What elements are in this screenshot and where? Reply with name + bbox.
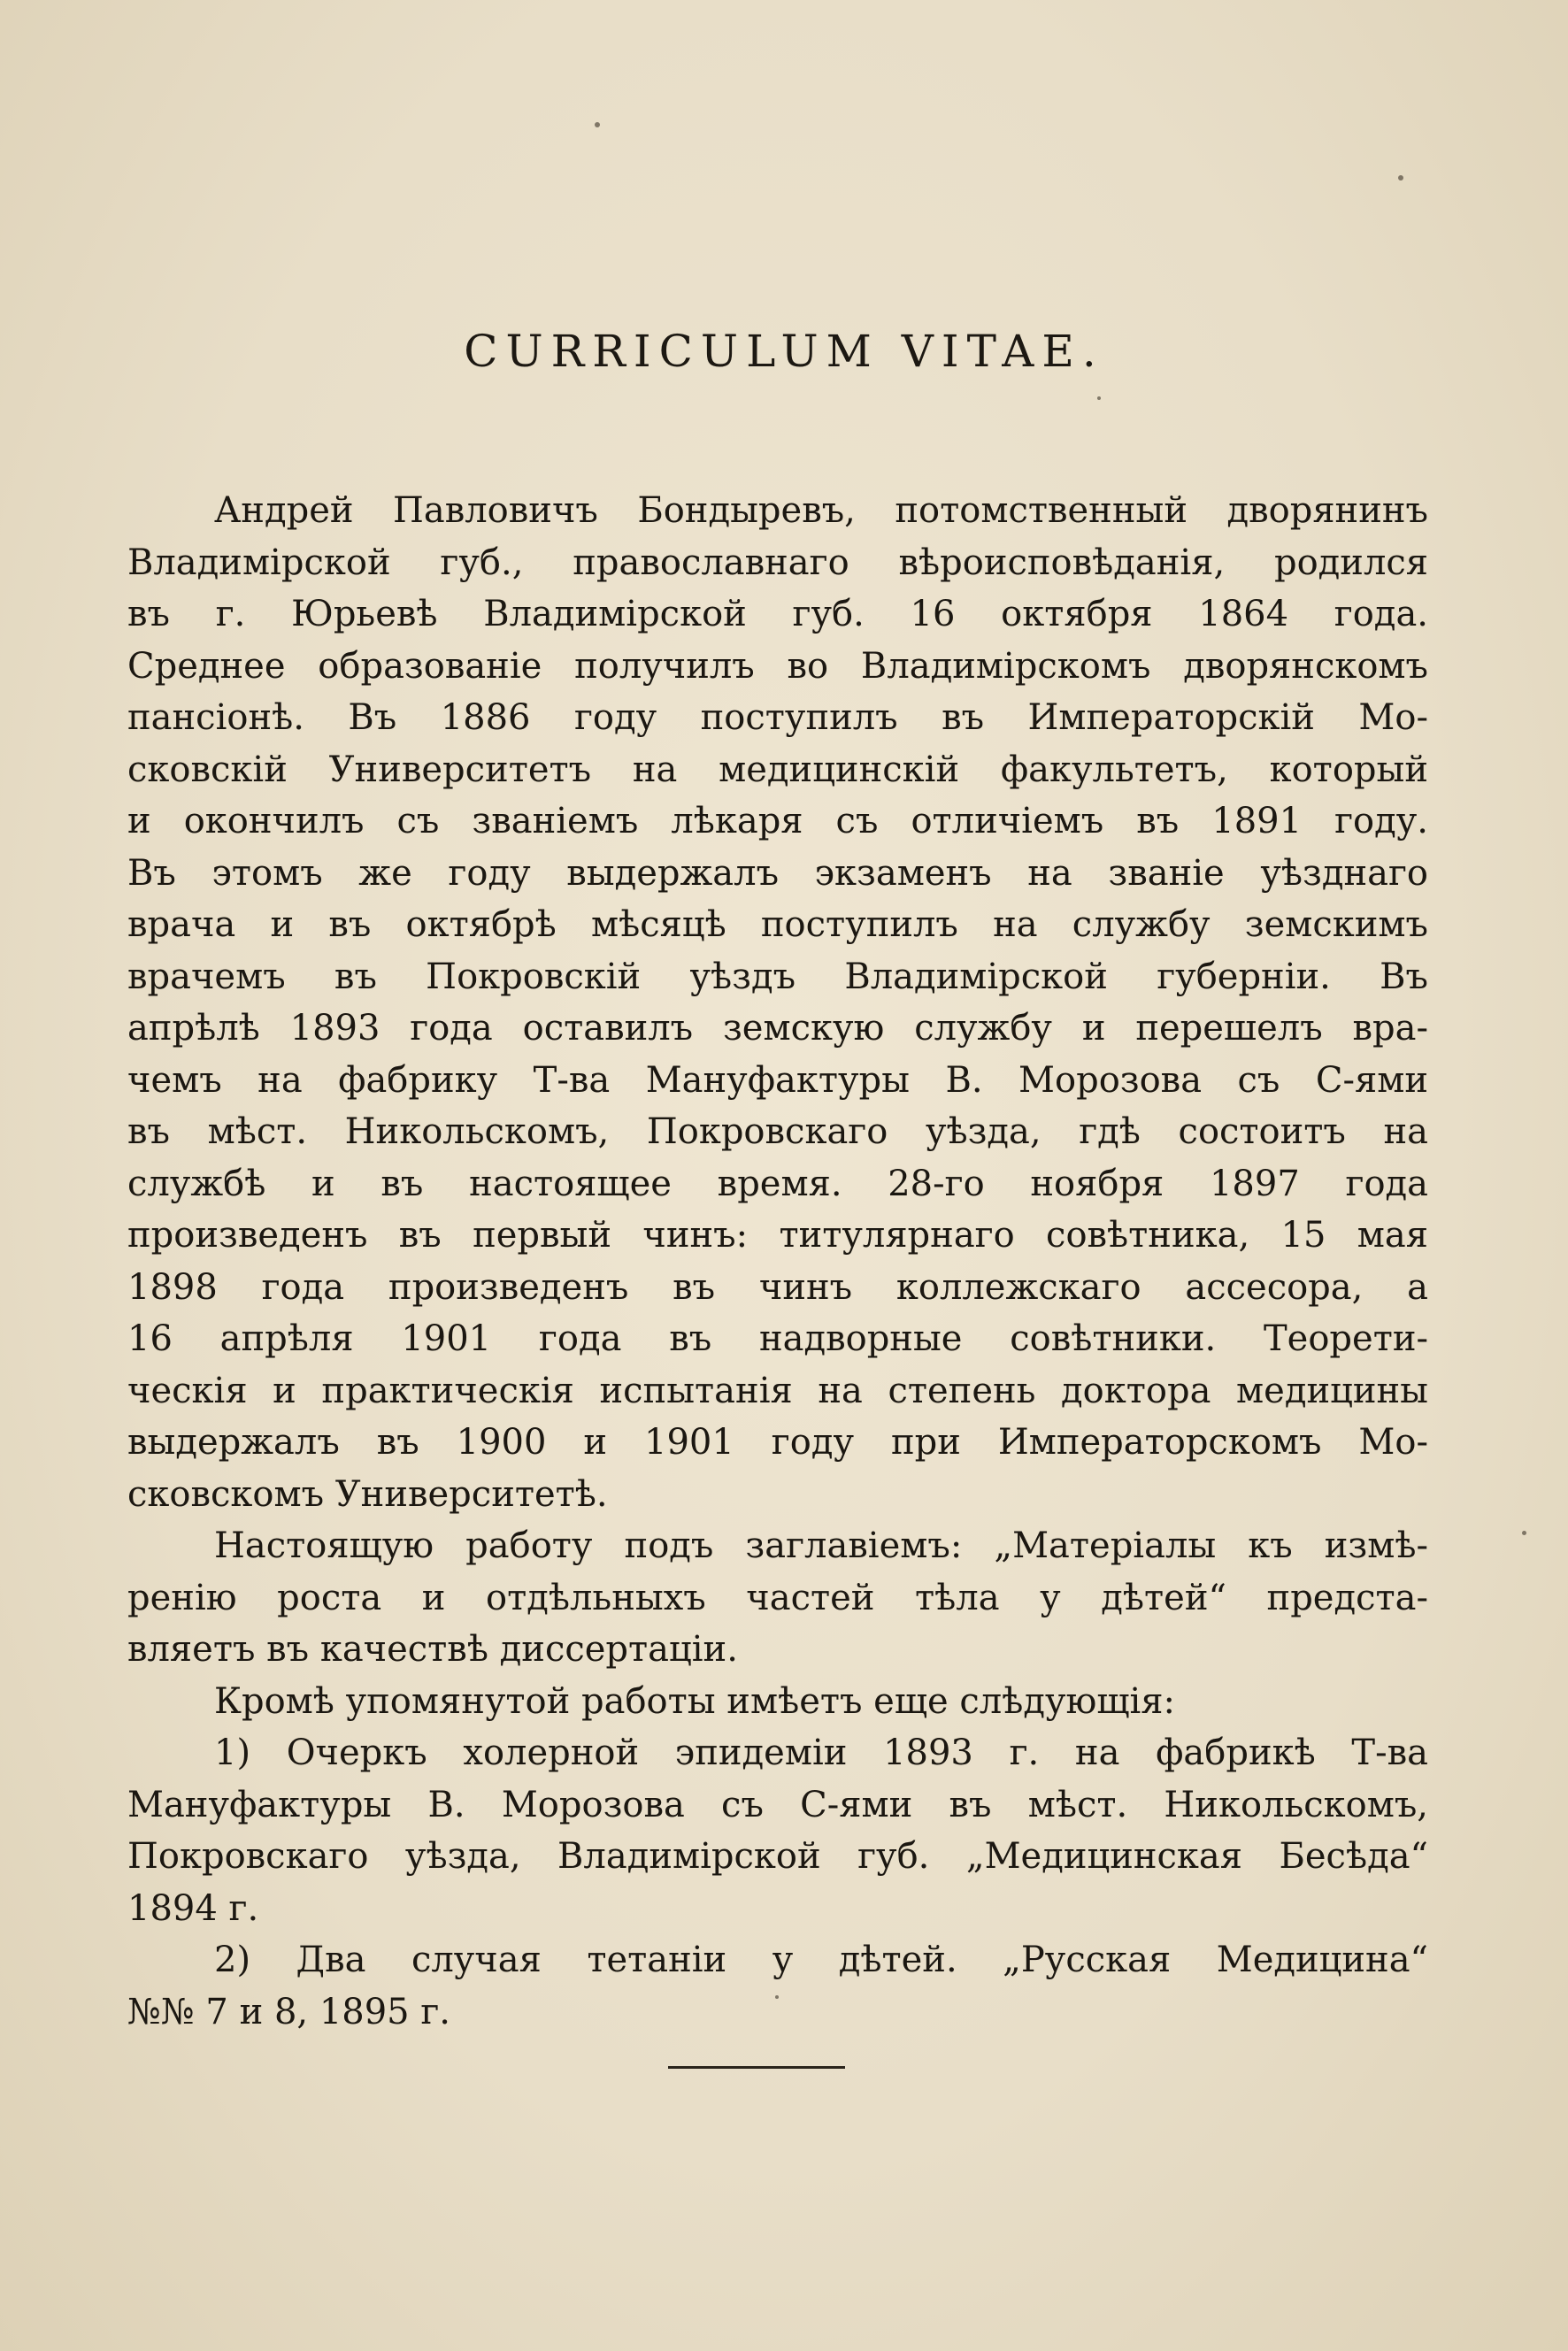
text-line: апрѣлѣ 1893 года оставилъ земскую службу и перешелъ вра-	[127, 1008, 1428, 1049]
text-line: въ г. Юрьевѣ Владимірской губ. 16 октября 1864 года.	[127, 594, 1428, 634]
text-line: службѣ и въ настоящее время. 28-го ноября 1897 года	[127, 1163, 1428, 1204]
text-line: и окончилъ съ званіемъ лѣкаря съ отличіемъ въ 1891 году.	[127, 801, 1428, 841]
text-line: пансіонѣ. Въ 1886 году поступилъ въ Императорскій Мо-	[127, 697, 1428, 738]
text-line: Среднее образованіе получилъ во Владимірскомъ дворянскомъ	[127, 645, 1428, 687]
text-line: выдержалъ въ 1900 и 1901 году при Императорскомъ Мо-	[127, 1422, 1428, 1463]
text-line: ческія и практическія испытанія на степень доктора медицины	[127, 1370, 1428, 1411]
text-line: 16 апрѣля 1901 года въ надворные совѣтники. Теорети-	[127, 1318, 1428, 1359]
text-line: чемъ на фабрику Т-ва Мануфактуры В. Морозова съ С-ями	[127, 1059, 1428, 1101]
text-line: врачемъ въ Покровскій уѣздъ Владимірской губерніи. Въ	[127, 956, 1428, 997]
text-line: 1898 года произведенъ въ чинъ коллежскаго ассесора, а	[127, 1266, 1428, 1308]
text-line: №№ 7 и 8, 1895 г.	[127, 1991, 451, 2032]
text-line: Кромѣ упомянутой работы имѣетъ еще слѣдующія:	[214, 1680, 1176, 1722]
closing-rule	[668, 2066, 845, 2069]
text-line: Настоящую работу подъ заглавіемъ: „Матеріалы къ измѣ-	[214, 1525, 1428, 1566]
text-line: Мануфактуры В. Морозова съ С-ями въ мѣст. Никольскомъ,	[127, 1784, 1428, 1825]
text-line: Въ этомъ же году выдержалъ экзаменъ на званіе уѣзднаго	[127, 852, 1428, 894]
text-line: 2) Два случая тетаніи у дѣтей. „Русская Медицина“	[214, 1940, 1428, 1980]
text-line: ренію роста и отдѣльныхъ частей тѣла у дѣтей“ предста-	[127, 1577, 1428, 1618]
paper-speck	[775, 1995, 779, 1999]
document-body	[127, 485, 1428, 2038]
text-line: врача и въ октябрѣ мѣсяцѣ поступилъ на службу земскимъ	[127, 904, 1428, 945]
text-line: 1894 г.	[127, 1887, 259, 1929]
text-line: въ мѣст. Никольскомъ, Покровскаго уѣзда, гдѣ состоитъ на	[127, 1111, 1428, 1152]
text-line: сковскій Университетъ на медицинскій факультетъ, который	[127, 749, 1428, 790]
text-line: Владимірской губ., православнаго вѣроисповѣданія, родился	[127, 542, 1428, 583]
text-line: сковскомъ Университетѣ.	[127, 1473, 608, 1515]
paper-speck	[595, 122, 600, 127]
page-title: CURRICULUM VITAE.	[464, 326, 1104, 377]
paper-speck	[1097, 396, 1101, 400]
paper-speck	[1522, 1531, 1526, 1535]
text-line: вляетъ въ качествѣ диссертаціи.	[127, 1629, 738, 1670]
text-line: произведенъ въ первый чинъ: титулярнаго совѣтника, 15 мая	[127, 1215, 1428, 1256]
text-line: Андрей Павловичъ Бондыревъ, потомственный дворянинъ	[214, 490, 1428, 531]
text-line: Покровскаго уѣзда, Владимірской губ. „Медицинская Бесѣда“	[127, 1836, 1428, 1877]
text-line: 1) Очеркъ холерной эпидеміи 1893 г. на фабрикѣ Т-ва	[214, 1733, 1428, 1773]
paper-speck	[1398, 175, 1403, 181]
